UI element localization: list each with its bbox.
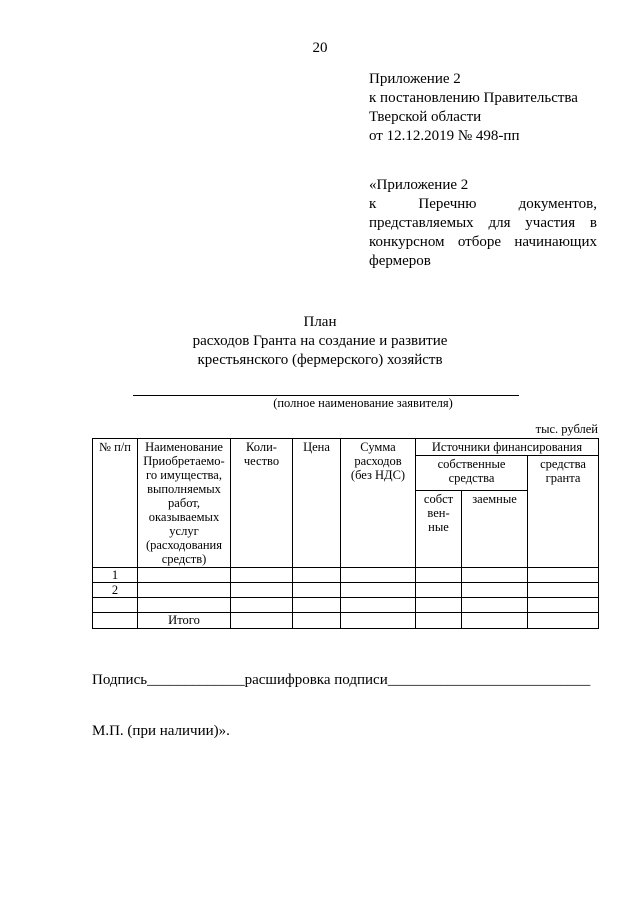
- header-qty: Коли-чество: [231, 439, 293, 568]
- signature-decode-blank: ___________________________: [387, 672, 591, 688]
- header-sum: Сумма расходов (без НДС): [341, 439, 416, 568]
- title-line: крестьянского (фермерского) хозяйств: [197, 352, 443, 368]
- table-row: [93, 583, 599, 598]
- appendix-list-line: конкурсном отборе начинающих: [369, 234, 597, 250]
- header-sources: Источники финансирования: [416, 439, 599, 456]
- table-cell: [231, 598, 293, 613]
- appendix-list-line: фермеров: [369, 253, 431, 269]
- table-cell: [528, 613, 599, 629]
- title-line: расходов Гранта на создание и развитие: [192, 333, 448, 349]
- appendix-list-line: представляемых для участия в: [369, 215, 597, 231]
- header-num: № п/п: [93, 439, 138, 568]
- expense-plan-table: [92, 438, 599, 629]
- row-number: 1: [93, 568, 138, 583]
- appendix-list-line: «Приложение 2: [369, 177, 469, 193]
- appendix-list-line: к Перечню документов,: [369, 196, 597, 212]
- table-cell: [462, 613, 528, 629]
- header-own-own: собст вен-ные: [416, 491, 462, 568]
- table-cell: [462, 568, 528, 583]
- header-name: Наименование Приобретаемо-го имущества, выполняемых работ, оказываемых услуг (расходования средств): [138, 439, 231, 568]
- table-cell: [138, 598, 231, 613]
- appendix-header-line: к постановлению Правительства: [369, 90, 578, 106]
- table-cell: [231, 613, 293, 629]
- title-line: План: [303, 314, 337, 330]
- appendix-header-line: Тверской области: [369, 109, 482, 125]
- table-cell: [416, 568, 462, 583]
- table-cell: [293, 613, 341, 629]
- table-cell: [528, 583, 599, 598]
- signature-line: [92, 672, 590, 689]
- table-cell: [462, 583, 528, 598]
- appendix-header: [369, 70, 609, 146]
- total-row: [93, 613, 599, 629]
- table-cell: [293, 598, 341, 613]
- total-label: Итого: [138, 613, 231, 629]
- row-number: [93, 598, 138, 613]
- signature-blank: _____________: [147, 672, 245, 688]
- stamp-note: М.П. (при наличии)».: [92, 723, 230, 739]
- row-number: 2: [93, 583, 138, 598]
- table-cell: [138, 583, 231, 598]
- table-cell: [93, 613, 138, 629]
- document-title: [0, 313, 640, 370]
- units-label: тыс. рублей: [535, 422, 598, 436]
- appendix-header-line: Приложение 2: [369, 71, 461, 87]
- table-cell: [138, 568, 231, 583]
- header-own-funds: собственные средства: [416, 456, 528, 491]
- table-cell: [528, 568, 599, 583]
- table-cell: [416, 583, 462, 598]
- table-cell: [341, 568, 416, 583]
- table-row: [93, 598, 599, 613]
- page-number: 20: [312, 40, 328, 56]
- applicant-caption: (полное наименование заявителя): [273, 396, 453, 410]
- table-cell: [341, 613, 416, 629]
- table-cell: [231, 568, 293, 583]
- table-cell: [416, 598, 462, 613]
- table-cell: [341, 598, 416, 613]
- header-borrowed: заемные: [462, 491, 528, 568]
- table-cell: [462, 598, 528, 613]
- table-cell: [528, 598, 599, 613]
- table-cell: [416, 613, 462, 629]
- appendix-list-header: [369, 176, 597, 271]
- table-cell: [293, 583, 341, 598]
- header-price: Цена: [293, 439, 341, 568]
- appendix-header-line: от 12.12.2019 № 498-пп: [369, 128, 520, 144]
- table-cell: [231, 583, 293, 598]
- signature-decode-label: расшифровка подписи: [244, 672, 388, 688]
- header-grant-funds: средства гранта: [528, 456, 599, 568]
- table-cell: [341, 583, 416, 598]
- table-cell: [293, 568, 341, 583]
- signature-label: Подпись: [92, 672, 148, 688]
- table-row: [93, 568, 599, 583]
